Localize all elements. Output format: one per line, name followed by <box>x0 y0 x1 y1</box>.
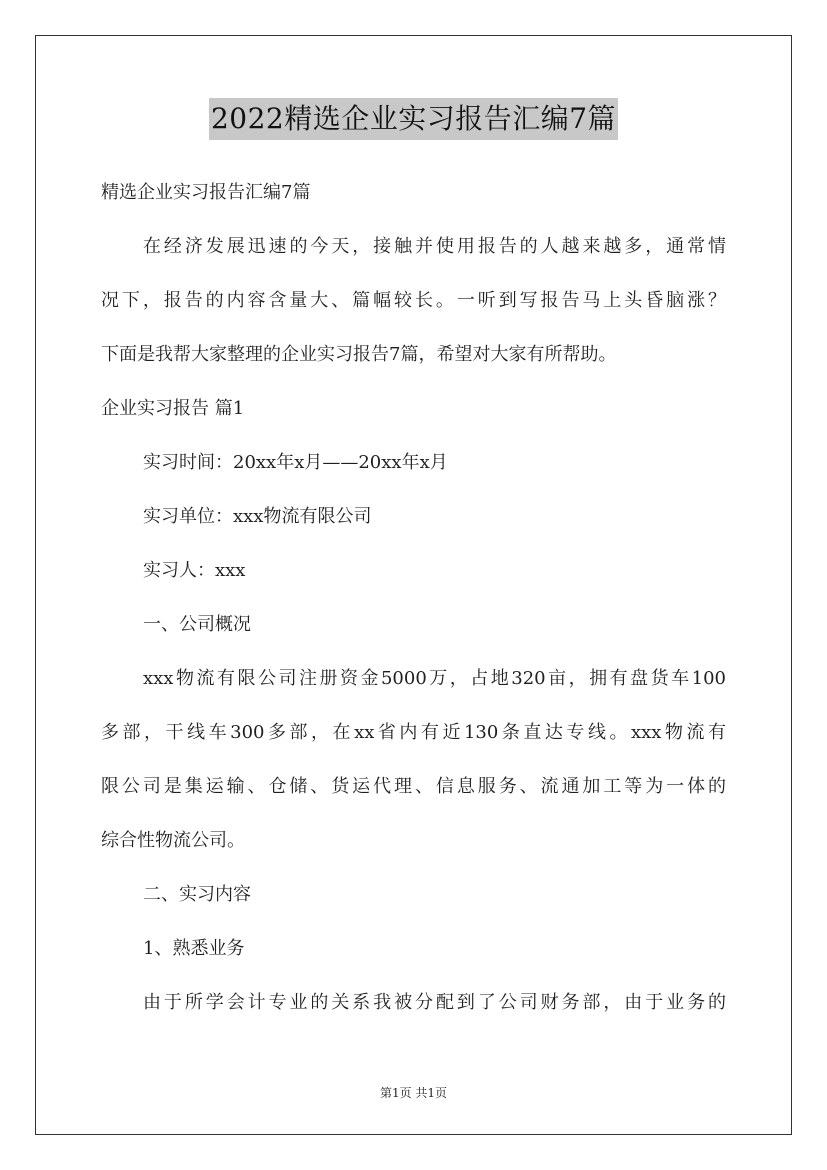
body-line: 限公司是集运输、仓储、货运代理、信息服务、流通加工等为一体的 <box>101 776 726 797</box>
section-heading: 一、公司概况 <box>143 614 251 635</box>
body-line: 多部，干线车300多部，在xx省内有近130条直达专线。xxx物流有 <box>101 722 726 743</box>
title-container <box>0 98 827 140</box>
document-title: 2022精选企业实习报告汇编7篇 <box>209 98 618 140</box>
page-footer: 第1页 共1页 <box>379 1086 448 1100</box>
section-heading: 二、实习内容 <box>143 884 251 905</box>
body-line: 综合性物流公司。 <box>101 830 245 851</box>
body-line: xxx物流有限公司注册资金5000万，占地320亩，拥有盘货车100 <box>143 668 726 689</box>
subtitle-line: 精选企业实习报告汇编7篇 <box>101 182 311 203</box>
sub-heading: 1、熟悉业务 <box>143 938 245 959</box>
section-heading: 企业实习报告 篇1 <box>101 398 245 419</box>
body-line: 况下，报告的内容含量大、篇幅较长。一听到写报告马上头昏脑涨？ <box>101 290 726 311</box>
body-line: 实习时间：20xx年x月——20xx年x月 <box>143 452 448 473</box>
body-line: 由于所学会计专业的关系我被分配到了公司财务部，由于业务的 <box>143 992 726 1013</box>
body-line: 下面是我帮大家整理的企业实习报告7篇，希望对大家有所帮助。 <box>101 344 617 365</box>
body-line: 实习单位：xxx物流有限公司 <box>143 506 372 527</box>
body-line: 在经济发展迅速的今天，接触并使用报告的人越来越多，通常情 <box>143 236 726 257</box>
body-line: 实习人：xxx <box>143 560 246 581</box>
